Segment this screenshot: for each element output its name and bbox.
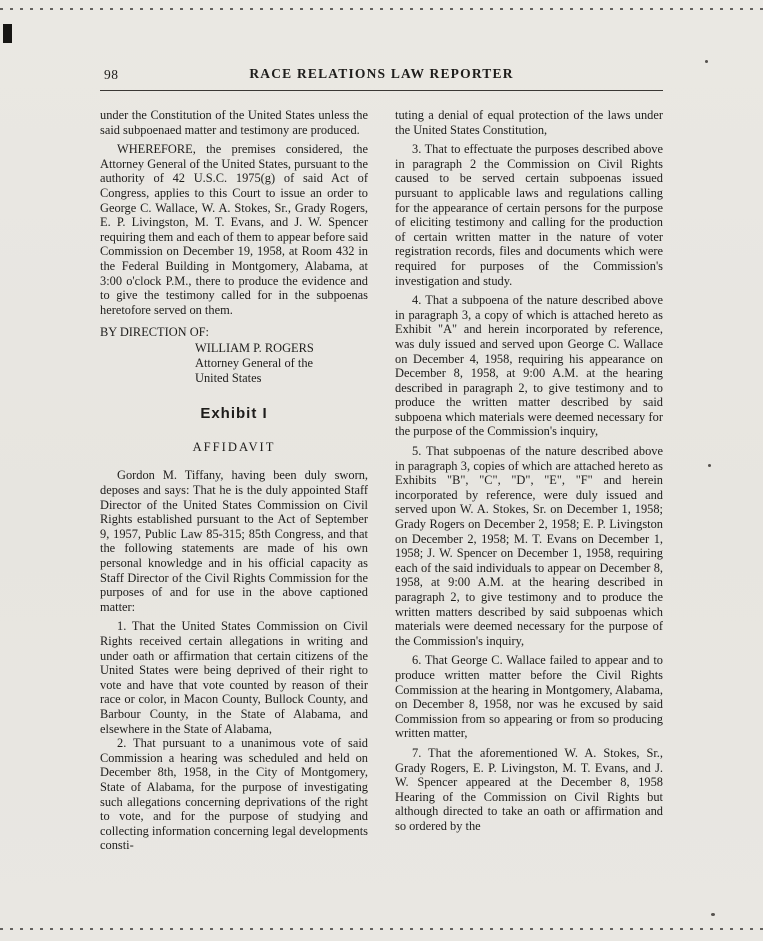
scan-speck xyxy=(711,913,715,916)
paragraph-item-2: 2. That pursuant to a unanimous vote of said Commission a hearing was scheduled and held on December 8th, 1958, in the City of Montgomery, State of Alabama, for the purpose of investigating such allegations concerning deprivations of the right to vote, and for the purpose of studying and collecting information concerning legal developments consti- xyxy=(100,736,368,853)
exhibit-heading: Exhibit I xyxy=(200,405,268,423)
binding-mark xyxy=(3,24,12,43)
paragraph-item-7: 7. That the aforementioned W. A. Stokes, Sr., Grady Rogers, E. P. Livingston, M. T. Evans, and J. W. Spencer appeared at the December 8, 1958 Hearing of the Commission on Civil Rights but although directed to take an oath or affirmation and so ordered by the xyxy=(395,745,663,833)
paragraph-item-1: 1. That the United States Commission on Civil Rights received certain allegations in writing and under oath or affirmation that certain citizens of the United States were being deprived of their right to vote and have that vote counted by reason of their race or color, in Macon County, Bullock County, and Barbour County, in the State of Alabama, and elsewhere in the State of Alabama, xyxy=(100,619,368,736)
paragraph-item-6: 6. That George C. Wallace failed to appear and to produce written matter before the Civil Rights Commission at the hearing in Montgomery, Alabama, on December 8, 1958, nor was he excused by said Commission from so appearing or from so producing written matter, xyxy=(395,653,663,741)
paragraph-item-5: 5. That subpoenas of the nature described above in paragraph 3, copies of which are attached hereto as Exhibits "B", "C", "D", "E", "F" and herein incorporated by reference, were duly issued and served upon W. A. Stokes, Sr. on December 1, 1958; Grady Rogers on December 2, 1958; E. P. Livingston on December 2, 1958; M. T. Evans on December 1, 1958; J. W. Spencer on December 1, 1958, requiring each of the said individuals to appear on December 8, 1958, at 9:00 A.M. at the hearing described in paragraph 2, to give testimony and to produce the written matters described by said subpoenas which materials were deemed necessary for the purpose of the Commission's inquiry, xyxy=(395,444,663,648)
signature-title-line2: United States xyxy=(195,370,262,385)
page-header xyxy=(100,66,663,91)
perforation-line-bottom xyxy=(0,928,763,930)
signature-title-line1: Attorney General of the xyxy=(195,355,314,370)
signature-block xyxy=(195,341,368,385)
journal-title: RACE RELATIONS LAW REPORTER xyxy=(249,66,514,81)
paragraph-continuation: under the Constitution of the United States unless the said subpoenaed matter and testimony are produced. xyxy=(100,108,368,137)
signature-name: WILLIAM P. ROGERS xyxy=(195,340,314,355)
by-direction-label: BY DIRECTION OF: xyxy=(100,325,209,340)
paragraph-continuation: tuting a denial of equal protection of the laws under the United States Constitution, xyxy=(395,108,663,137)
paragraph-wherefore: WHEREFORE, the premises considered, the Attorney General of the United States, pursuant to the authority of 42 U.S.C. 1975(g) of said Act of Congress, applies to this Court to issue an order to George C. Wallace, W. A. Stokes, Sr., Grady Rogers, E. P. Livingston, M. T. Evans, and J. W. Spencer requiring them and each of them to appear before said Commission on December 19, 1958, at Room 432 in the Federal Building in Montgomery, Alabama, at 3:00 o'clock P.M., there to produce the evidence and to give the testimony called for in the subpoenas heretofore served on them. xyxy=(100,142,369,317)
scan-speck xyxy=(705,60,708,63)
perforation-line-top xyxy=(0,8,763,10)
paragraph-item-4: 4. That a subpoena of the nature described above in paragraph 3, a copy of which is attached hereto as Exhibit "A" and herein incorporated by reference, was duly issued and served upon George C. Wallace on December 4, 1958, requiring his appearance on December 8, 1958, at 9:00 A.M. at the hearing described in paragraph 2, to give testimony and to produce the written matter described by said subpoena which materials were deemed necessary for the purpose of the Commission's inquiry, xyxy=(395,293,663,439)
right-column xyxy=(395,108,663,853)
scan-speck xyxy=(708,464,711,467)
paragraph-affidavit-intro: Gordon M. Tiffany, having been duly sworn, deposes and says: That he is the duly appointed Staff Director of the United States Commission on Civil Rights established pursuant to the Act of September 9, 1957, Public Law 85-315; 85th Congress, and that the following statements are made of his own personal knowledge and in his official capacity as Staff Director of the Civil Rights Commission for the purposes of and for use in the above captioned matter: xyxy=(100,468,368,614)
paragraph-item-3: 3. That to effectuate the purposes described above in paragraph 2 the Commission on Civil Rights caused to be served certain subpoenas issued pursuant to applicable laws and regulations calling for the appearance of certain persons for the purpose of eliciting testimony and calling for the production of certain written matter in the nature of voter registration records, files and documents which were required for purposes of the Commission's investigation and study. xyxy=(395,142,663,288)
affidavit-heading: AFFIDAVIT xyxy=(192,439,276,454)
page-number: 98 xyxy=(104,67,119,82)
left-column xyxy=(100,108,368,853)
document-body xyxy=(100,108,663,853)
